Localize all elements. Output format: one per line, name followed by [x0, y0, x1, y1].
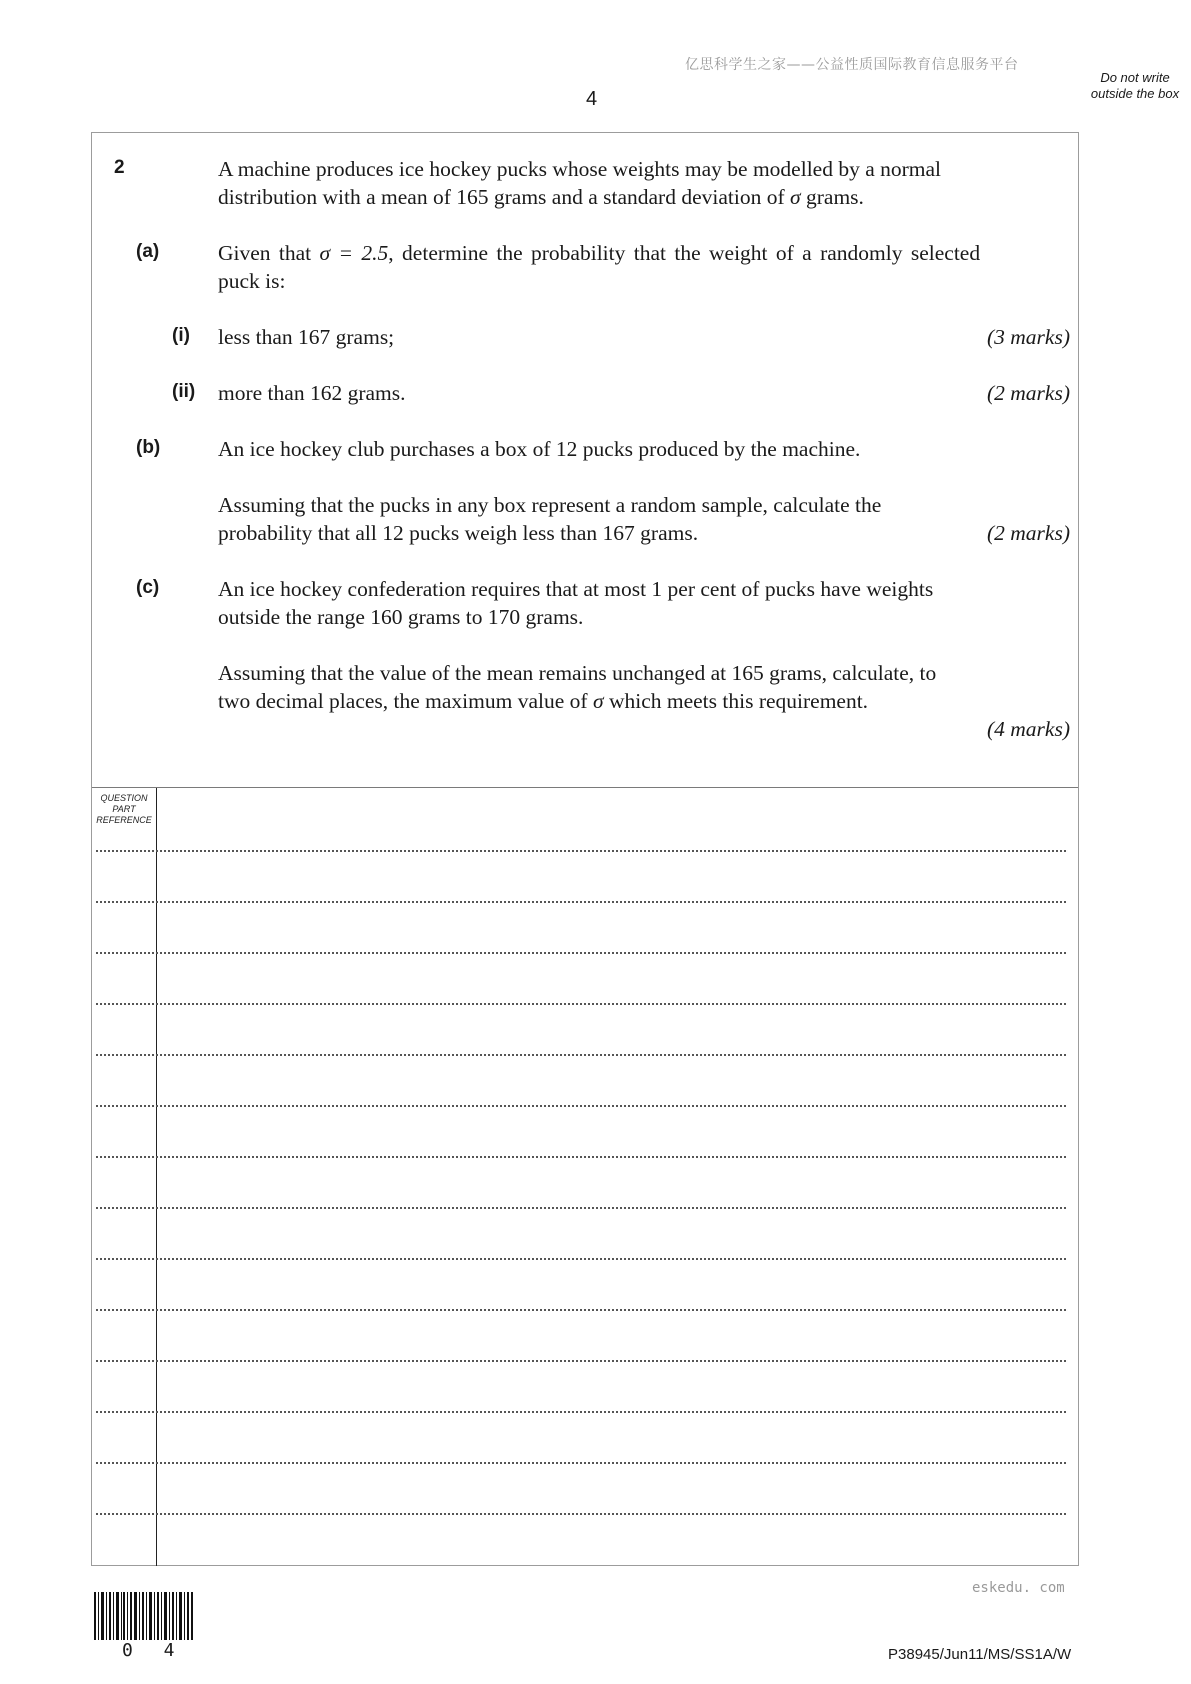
answer-line[interactable]: [96, 1411, 1066, 1413]
part-c-text-after: which meets this requirement.: [603, 689, 869, 713]
part-c-text-2-line-2: [218, 687, 1078, 715]
answer-line[interactable]: [96, 952, 1066, 954]
part-a-ii-label: (ii): [172, 381, 196, 402]
answer-line[interactable]: [96, 1513, 1066, 1515]
part-c-text-2-line-1: Assuming that the value of the mean remains unchanged at 165 grams, calculate, to: [218, 661, 937, 685]
reference-column-divider: [156, 788, 157, 1566]
question-part-reference-label: [93, 793, 155, 826]
answer-line[interactable]: [96, 1360, 1066, 1362]
paper-reference: P38945/Jun11/MS/SS1A/W: [888, 1646, 1072, 1663]
part-b-text-2-line-2: probability that all 12 pucks weigh less than 167 grams.: [218, 521, 699, 545]
answer-line[interactable]: [96, 850, 1066, 852]
ref-label-line-3: REFERENCE: [96, 815, 152, 825]
part-c-text-1-line-2: outside the range 160 grams to 170 grams.: [218, 605, 584, 629]
part-b-marks: (2 marks): [987, 521, 1070, 545]
part-a-label: (a): [136, 241, 160, 262]
answer-area[interactable]: [92, 787, 1078, 1566]
part-a-ii-marks: (2 marks): [987, 381, 1070, 405]
part-a-ii-text: more than 162 grams.: [218, 381, 406, 405]
part-a-text-after: , determine the probability that the weight of a randomly selected: [388, 241, 981, 265]
part-a-text-before: Given that: [218, 241, 320, 265]
part-b-text-1: An ice hockey club purchases a box of 12 pucks produced by the machine.: [218, 437, 861, 461]
part-b-text-2-line-1: Assuming that the pucks in any box represent a random sample, calculate the: [218, 493, 882, 517]
question-content: [92, 133, 1078, 787]
answer-line[interactable]: [96, 901, 1066, 903]
question-stem-line-2: [218, 183, 1078, 211]
part-a-i-label: (i): [172, 325, 190, 346]
margin-note: Do not write outside the box: [1090, 70, 1180, 101]
answer-line[interactable]: [96, 1462, 1066, 1464]
question-number: 2: [114, 157, 125, 178]
part-a-i-marks: (3 marks): [987, 325, 1070, 349]
answer-line[interactable]: [96, 1258, 1066, 1260]
part-a-i-text: less than 167 grams;: [218, 325, 395, 349]
part-a-text-line-1: [218, 239, 1078, 267]
barcode: [94, 1592, 194, 1640]
part-c-marks: (4 marks): [987, 717, 1070, 741]
question-box: [91, 132, 1079, 1566]
part-b-label: (b): [136, 437, 161, 458]
answer-line[interactable]: [96, 1207, 1066, 1209]
answer-line[interactable]: [96, 1003, 1066, 1005]
ref-label-line-1: QUESTION: [100, 793, 148, 803]
answer-line[interactable]: [96, 1156, 1066, 1158]
sigma-symbol: σ: [790, 185, 801, 209]
footer-watermark: eskedu. com: [972, 1580, 1065, 1596]
answer-line[interactable]: [96, 1105, 1066, 1107]
ref-label-line-2: PART: [112, 804, 136, 814]
watermark-text: 亿思科学生之家——公益性质国际教育信息服务平台: [685, 57, 1019, 73]
answer-line[interactable]: [96, 1054, 1066, 1056]
part-a-text-line-2: puck is:: [218, 269, 286, 293]
part-c-label: (c): [136, 577, 160, 598]
sigma-expression: σ = 2.5: [319, 241, 389, 265]
part-c-text-1-line-1: An ice hockey confederation requires that at most 1 per cent of pucks have weights: [218, 577, 934, 601]
page-number: 4: [586, 88, 598, 110]
stem-text-after: grams.: [800, 185, 864, 209]
answer-line[interactable]: [96, 1309, 1066, 1311]
barcode-digits: 0 4: [122, 1640, 185, 1661]
part-c-text-before: two decimal places, the maximum value of: [218, 689, 593, 713]
question-stem-line-1: A machine produces ice hockey pucks whose weights may be modelled by a normal: [218, 157, 942, 181]
sigma-symbol: σ: [592, 689, 604, 713]
stem-text-before: distribution with a mean of 165 grams and a standard deviation of: [218, 185, 791, 209]
